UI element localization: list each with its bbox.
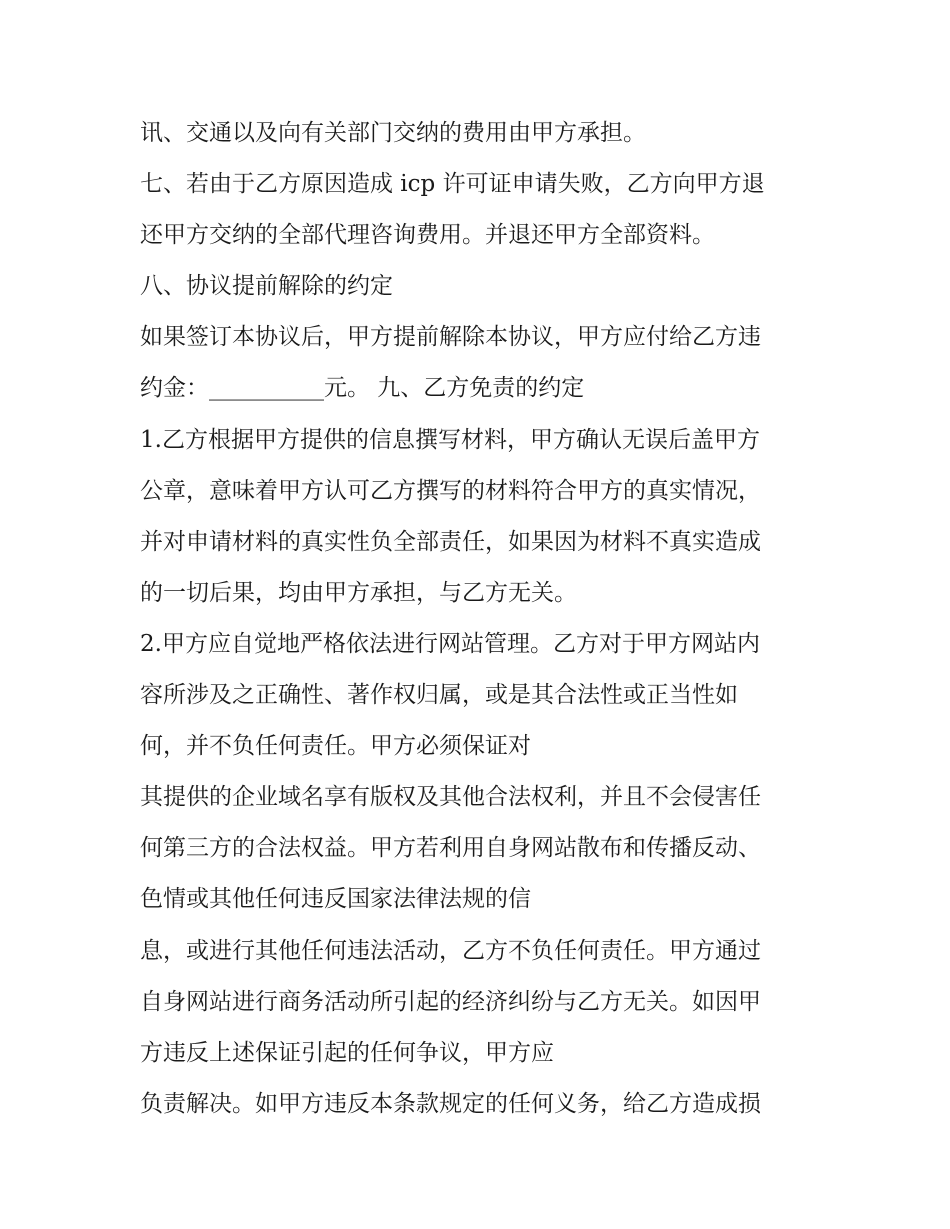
- text-line: 公章，意味着甲方认可乙方撰写的材料符合甲方的真实情况，: [140, 477, 761, 504]
- text-line: 何，并不负任何责任。甲方必须保证对: [140, 733, 531, 760]
- text-line: 其提供的企业域名享有版权及其他合法权利，并且不会侵害任: [140, 784, 761, 811]
- text-line: 的一切后果，均由甲方承担，与乙方无关。: [140, 579, 577, 606]
- text-line: 1.乙方根据甲方提供的信息撰写材料，甲方确认无误后盖甲方: [140, 426, 760, 453]
- text-line: 如果签订本协议后，甲方提前解除本协议，甲方应付给乙方违: [140, 324, 761, 351]
- section-heading: 八、协议提前解除的约定: [140, 273, 393, 300]
- text-line: 约金：__________元。 九、乙方免责的约定: [140, 375, 585, 402]
- text-line: 2.甲方应自觉地严格依法进行网站管理。乙方对于甲方网站内: [140, 630, 760, 657]
- text-line: 负责解决。如甲方违反本条款规定的任何义务，给乙方造成损: [140, 1090, 761, 1117]
- text-line: 方违反上述保证引起的任何争议，甲方应: [140, 1039, 554, 1066]
- text-line: 并对申请材料的真实性负全部责任，如果因为材料不真实造成: [140, 528, 761, 555]
- text-line: 何第三方的合法权益。甲方若利用自身网站散布和传播反动、: [140, 835, 761, 862]
- text-line: 色情或其他任何违反国家法律法规的信: [140, 886, 531, 913]
- text-line: 容所涉及之正确性、著作权归属，或是其合法性或正当性如: [140, 682, 738, 709]
- text-line: 自身网站进行商务活动所引起的经济纠纷与乙方无关。如因甲: [140, 988, 761, 1015]
- text-line: 七、若由于乙方原因造成 icp 许可证申请失败，乙方向甲方退: [140, 171, 765, 198]
- text-line: 息，或进行其他任何违法活动，乙方不负任何责任。甲方通过: [140, 937, 761, 964]
- document-body: [140, 108, 840, 1130]
- text-line: 还甲方交纳的全部代理咨询费用。并退还甲方全部资料。: [140, 222, 715, 249]
- text-line: 讯、交通以及向有关部门交纳的费用由甲方承担。: [140, 120, 646, 146]
